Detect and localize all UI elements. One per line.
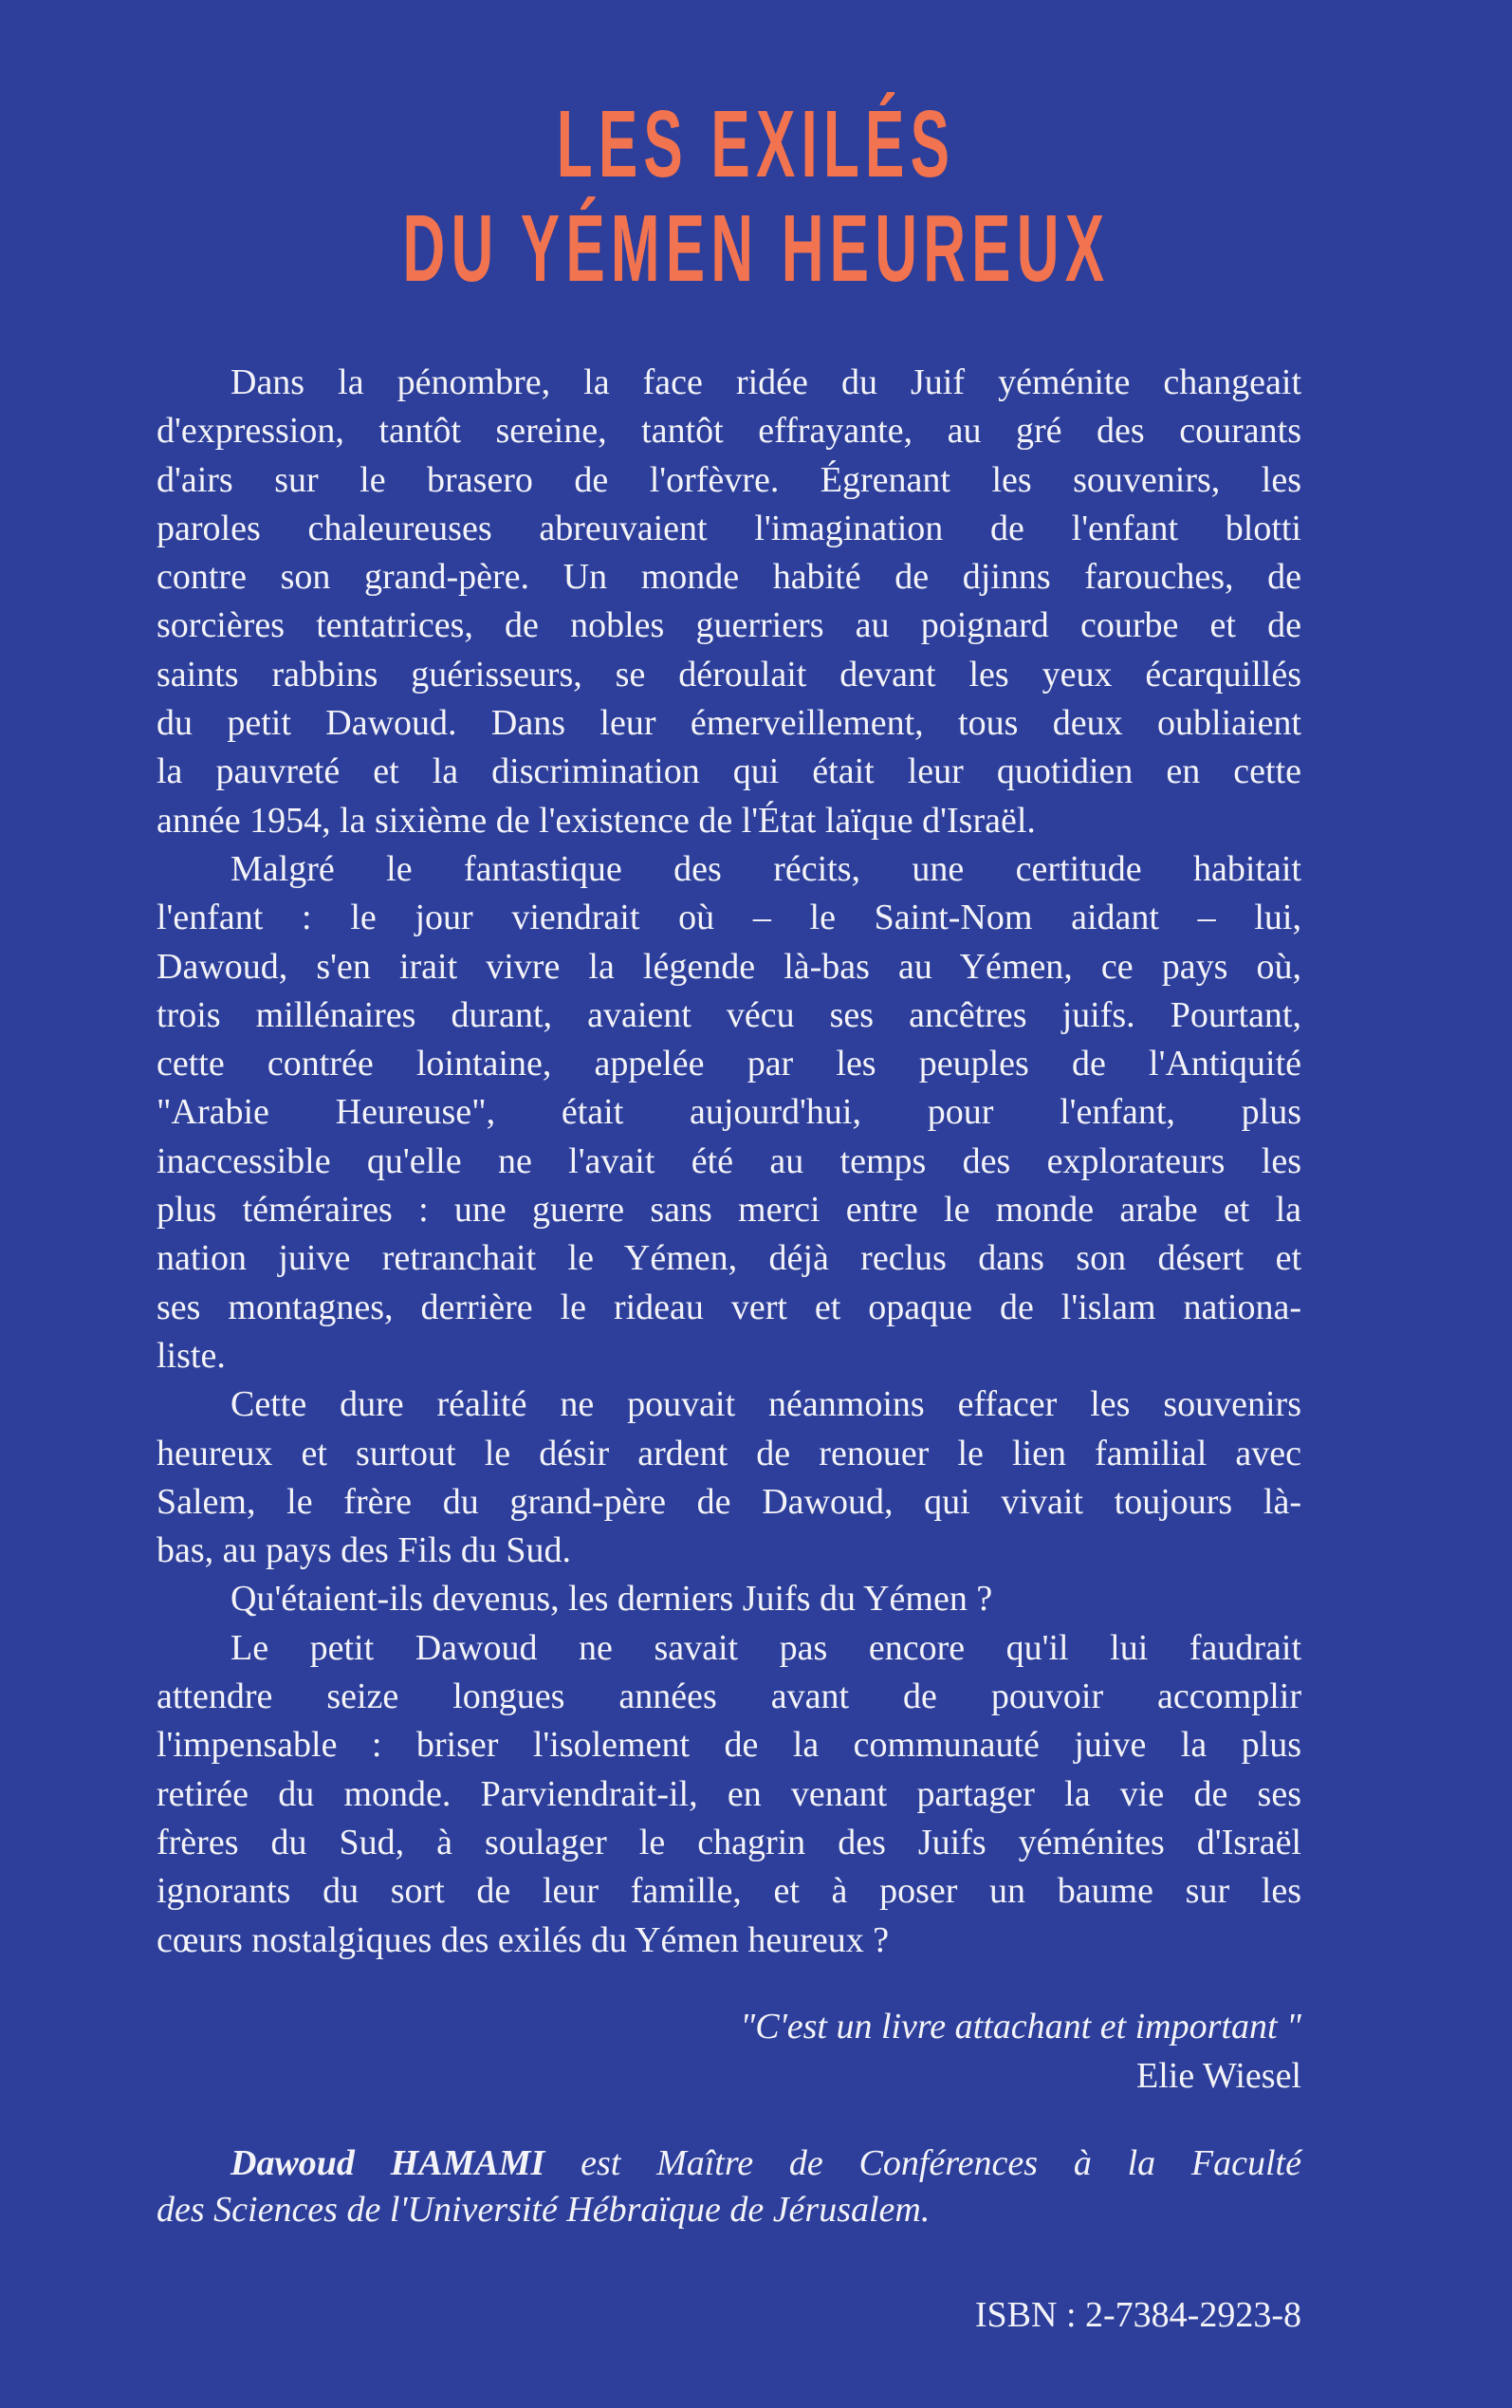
book-title-line-1: LES EXILÉS: [556, 91, 956, 197]
blurb-line: Salem, le frère du grand-père de Dawoud, qui vivait toujours là-: [157, 1481, 1301, 1522]
blurb-line: attendre seize longues années avant de pouvoir accomplir: [157, 1676, 1301, 1717]
blurb-line: cette contrée lointaine, appelée par les peuples de l'Antiquité: [157, 1044, 1301, 1084]
bio-line-2: des Sciences de l'Université Hébraïque de Jérusalem.: [157, 2190, 931, 2230]
blurb-line: Malgré le fantastique des récits, une certitude habitait: [230, 848, 1301, 889]
blurb-line: liste.: [157, 1335, 226, 1376]
blurb-line: contre son grand-père. Un monde habité de djinns farouches, de: [157, 557, 1301, 598]
blurb-line: plus téméraires : une guerre sans merci entre le monde arabe et la: [157, 1190, 1301, 1231]
blurb-line: bas, au pays des Fils du Sud.: [157, 1530, 571, 1571]
blurb-line: ses montagnes, derrière le rideau vert et opaque de l'islam nationa-: [157, 1287, 1301, 1327]
bio-line-1: Dawoud HAMAMI est Maître de Conférences à la Faculté: [230, 2143, 1301, 2183]
blurb-line: Qu'étaient-ils devenus, les derniers Juifs du Yémen ?: [230, 1579, 993, 1620]
blurb-line: d'airs sur le brasero de l'orfèvre. Égrenant les souvenirs, les: [157, 459, 1301, 500]
blurb-line: année 1954, la sixième de l'existence de l'État laïque d'Israël.: [157, 800, 1036, 841]
blurb-line: Dans la pénombre, la face ridée du Juif yéménite changeait: [230, 362, 1301, 402]
blurb-line: d'expression, tantôt sereine, tantôt effrayante, au gré des courants: [157, 411, 1301, 452]
blurb-line: Dawoud, s'en irait vivre la légende là-bas au Yémen, ce pays où,: [157, 946, 1301, 987]
blurb-line: sorcières tentatrices, de nobles guerriers au poignard courbe et de: [157, 605, 1301, 646]
blurb-line: l'enfant : le jour viendrait où – le Saint-Nom aidant – lui,: [157, 898, 1301, 938]
blurb-line: paroles chaleureuses abreuvaient l'imagination de l'enfant blotti: [157, 508, 1301, 548]
blurb-line: trois millénaires durant, avaient vécu ses ancêtres juifs. Pourtant,: [157, 994, 1301, 1035]
blurb-line: l'impensable : briser l'isolement de la communauté juive la plus: [157, 1725, 1301, 1766]
blurb-line: "Arabie Heureuse", était aujourd'hui, pour l'enfant, plus: [157, 1092, 1301, 1133]
author-bio: [157, 2140, 1301, 2233]
blurb-line: retirée du monde. Parviendrait-il, en venant partager la vie de ses: [157, 1773, 1301, 1814]
blurb-line: heureux et surtout le désir ardent de renouer le lien familial avec: [157, 1433, 1301, 1473]
blurb-line: Le petit Dawoud ne savait pas encore qu'il lui faudrait: [230, 1627, 1301, 1668]
blurb-text: [157, 359, 1301, 1965]
blurb-line: du petit Dawoud. Dans leur émerveillement, tous deux oubliaient: [157, 703, 1301, 744]
blurb-line: frères du Sud, à soulager le chagrin des Juifs yéménites d'Israël: [157, 1822, 1301, 1862]
author-name: Dawoud HAMAMI: [230, 2143, 545, 2183]
blurb-line: ignorants du sort de leur famille, et à poser un baume sur les: [157, 1871, 1301, 1912]
book-title-line-2: DU YÉMEN HEUREUX: [402, 195, 1110, 302]
isbn: ISBN : 2-7384-2923-8: [974, 2295, 1301, 2335]
blurb-line: Cette dure réalité ne pouvait néanmoins effacer les souvenirs: [230, 1384, 1301, 1425]
blurb-line: inaccessible qu'elle ne l'avait été au temps des explorateurs les: [157, 1140, 1301, 1181]
blurb-line: la pauvreté et la discrimination qui était leur quotidien en cette: [157, 751, 1301, 792]
endorsement-quote: "C'est un livre attachant et important ": [740, 2007, 1301, 2047]
endorsement-author: Elie Wiesel: [1136, 2056, 1301, 2096]
blurb-line: cœurs nostalgiques des exilés du Yémen heureux ?: [157, 1919, 890, 1960]
blurb-line: saints rabbins guérisseurs, se déroulait devant les yeux écarquillés: [157, 654, 1301, 695]
blurb-line: nation juive retranchait le Yémen, déjà reclus dans son désert et: [157, 1238, 1301, 1279]
